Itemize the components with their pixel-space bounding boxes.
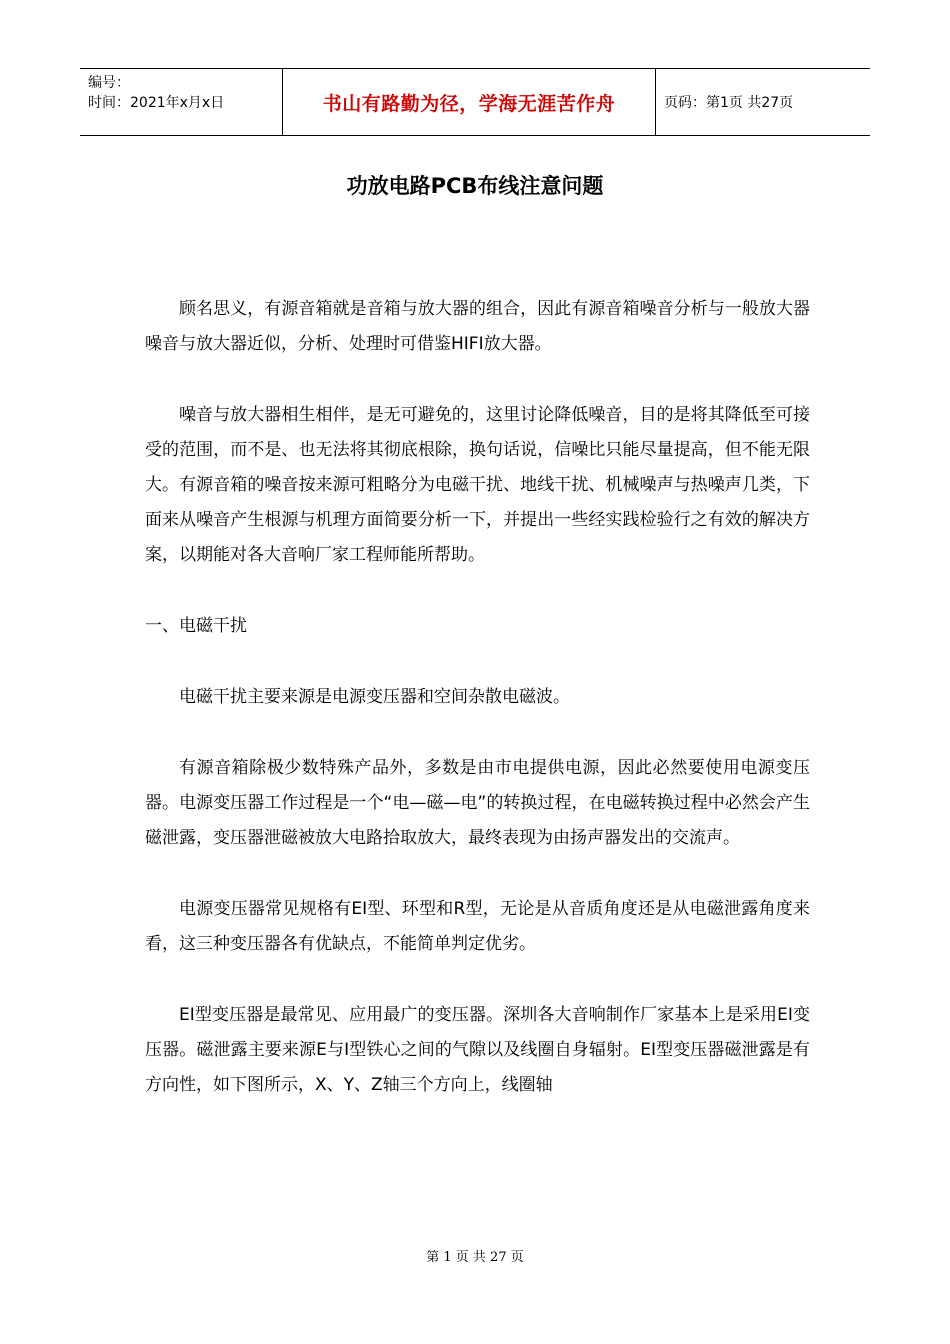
section-heading: 一、电磁干扰 xyxy=(145,616,247,636)
document-title: 功放电路PCB布线注意问题 xyxy=(346,174,604,198)
document-time-label: 时间：2021年x月x日 xyxy=(88,95,225,111)
section-paragraph: 有源音箱除极少数特殊产品外，多数是由市电提供电源，因此必然要使用电源变压器。电源变压器工作过程是一个“电—磁—电”的转换过程，在电磁转换过程中必然会产生磁泄露，变压器泄磁被放大电路拾取放大，最终表现为由扬声器发出的交流声。 xyxy=(145,758,810,848)
document-body xyxy=(145,292,810,1139)
header-meta xyxy=(80,69,282,135)
document-header xyxy=(80,68,870,136)
header-slogan: 书山有路勤为径，学海无涯苦作舟 xyxy=(282,69,656,135)
body-paragraph: 噪音与放大器相生相伴，是无可避免的，这里讨论降低噪音，目的是将其降低至可接受的范围，而不是、也无法将其彻底根除，换句话说，信噪比只能尽量提高，但不能无限大。有源音箱的噪音按来源可粗略分为电磁干扰、地线干扰、机械噪声与热噪声几类，下面来从噪音产生根源与机理方面简要分析一下，并提出一些经实践检验行之有效的解决方案，以期能对各大音响厂家工程师能所帮助。 xyxy=(145,405,810,565)
section-paragraph: 电源变压器常见规格有EI型、环型和R型，无论是从音质角度还是从电磁泄露角度来看，这三种变压器各有优缺点，不能简单判定优劣。 xyxy=(145,899,810,954)
page-footer: 第 1 页 共 27 页 xyxy=(426,1250,524,1265)
section-paragraph: 电磁干扰主要来源是电源变压器和空间杂散电磁波。 xyxy=(179,687,570,707)
document-number-label: 编号： xyxy=(88,75,130,91)
section-paragraph: EI型变压器是最常见、应用最广的变压器。深圳各大音响制作厂家基本上是采用EI变压器。磁泄露主要来源E与I型铁心之间的气隙以及线圈自身辐射。EI型变压器磁泄露是有方向性，如下图所示，X、Y、Z轴三个方向上，线圈轴 xyxy=(145,1005,810,1095)
header-page-info: 页码：第1页 共27页 xyxy=(664,95,794,111)
body-paragraph: 顾名思义，有源音箱就是音箱与放大器的组合，因此有源音箱噪音分析与一般放大器噪音与放大器近似，分析、处理时可借鉴HIFI放大器。 xyxy=(145,299,810,354)
